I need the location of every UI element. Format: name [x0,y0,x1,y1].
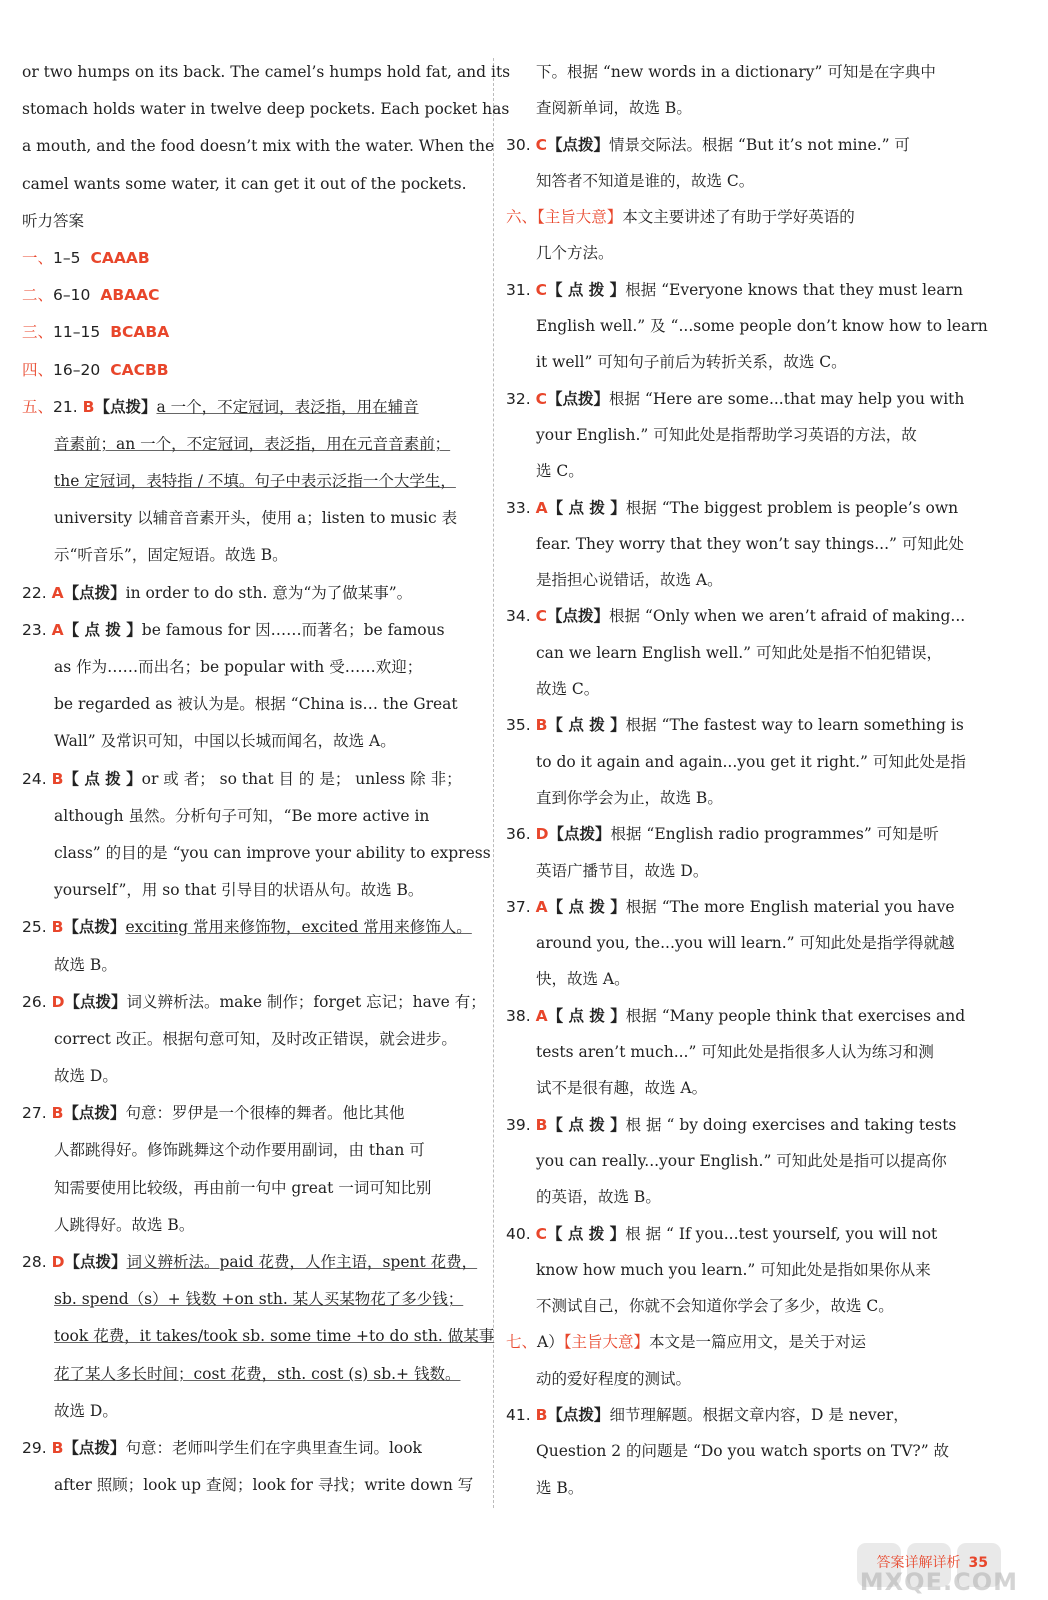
question-number: 25. [22,918,47,937]
question-number: 34. [506,607,531,626]
explanation-line: 查阅新单词，故选 B。 [536,99,692,118]
explanation-line: you can really...your English.” 可知此处是指可以提高你 [536,1151,947,1170]
explanation-text: 情景交际法。根据 “But it’s not mine.” 可 [609,135,910,154]
section-number: 一、 [22,248,54,267]
explanation-line: 故选 D。 [54,1067,118,1086]
explanation-text: 根 据 “ by doing exercises and taking tests [625,1115,957,1134]
hint-tag: 【 点 拨 】 [546,1224,626,1243]
explanation-line: 下。根据 “new words in a dictionary” 可知是在字典中 [536,63,936,81]
explanation-line: 人都跳得好。修饰跳舞这个动作要用副词，由 than 可 [54,1141,425,1160]
explanation-line: 是指担心说错话，故选 A。 [536,571,723,590]
left-column [22,54,511,1504]
section-number: 四、 [22,360,54,379]
section-6-heading [506,199,962,235]
hint-tag: 【点拨】 [547,1405,610,1424]
question-39 [506,1107,962,1143]
main-idea-line: 动的爱好程度的测试。 [536,1369,692,1388]
answer-letter: B [535,716,548,735]
question-number: 24. [22,769,47,788]
answer-letter: C [535,135,547,154]
hint-tag: 【点拨】 [548,825,611,844]
range: 6–10 [53,286,91,305]
answer-letter: A [535,1006,548,1025]
answer-letter: A [535,498,548,517]
explanation-line: 英语广播节目，故选 D。 [536,861,709,880]
explanation-text: 根据 “Many people think that exercises and [625,1006,966,1025]
main-idea-tag: 【主旨大意】 [563,1333,649,1352]
explanation-line: 试不是很有趣，故选 A。 [536,1079,708,1098]
column-divider [493,58,494,1508]
listening-heading: 听力答案 [22,211,85,230]
footer-label: 答案详解详析 [876,1555,961,1571]
hint-tag: 【点拨】 [64,992,127,1011]
question-number: 26. [22,992,47,1011]
question-number: 32. [506,389,531,408]
explanation-text: 词义辨析法。paid 花费，人作主语，spent 花费， [126,1253,478,1271]
explanation-text: or 或 者； so that 目 的 是； unless 除 非； [141,769,462,788]
answer-letter: B [51,1104,64,1123]
answer-key: BCABA [110,323,170,342]
explanation-line: can we learn English well.” 可知此处是指不怕犯错误， [536,643,943,662]
explanation-line: know how much you learn.” 可知此处是指如果你从来 [536,1260,931,1279]
hint-tag: 【 点 拨 】 [547,1115,626,1134]
section-number: 六、 [506,208,538,227]
explanation-text: in order to do sth. 意为“为了做某事”。 [125,583,413,602]
section-number: 七、 [506,1333,538,1352]
passage-line: stomach holds water in twelve deep pockets. Each pocket has [22,100,510,119]
main-idea-tag: 【主旨大意】 [537,208,623,227]
answer-letter: C [535,607,547,626]
explanation-text: a 一个，不定冠词，表泛指，用在辅音 [156,397,419,416]
explanation-line: 直到你学会为止，故选 B。 [536,788,723,807]
answer-letter: D [51,1253,65,1271]
explanation-line: around you, the...you will learn.” 可知此处是指学得就越 [536,934,955,953]
section-number: 五、 [22,397,54,416]
main-idea-line: 几个方法。 [536,244,614,263]
section-7-heading [506,1324,962,1360]
hint-tag: 【点拨】 [63,1438,126,1457]
answer-letter: B [535,1405,548,1424]
explanation-line: took 花费，it takes/took sb. some time +to do sth. 做某事 [54,1327,495,1346]
hint-tag: 【 点 拨 】 [547,498,626,517]
hint-tag: 【点拨】 [63,583,126,602]
question-32 [506,381,965,417]
hint-tag: 【点拨】 [546,135,609,154]
listening-answer-row [22,240,484,277]
question-27 [22,1095,484,1132]
question-number: 21. [53,397,78,416]
right-column [506,54,988,1506]
answer-letter: A [51,620,64,639]
question-25 [22,909,484,946]
explanation-line: 音素前；an 一个，不定冠词，表泛指，用在元音音素前； [54,434,451,453]
hint-tag: 【 点 拨 】 [63,769,142,788]
explanation-line: 的英语，故选 B。 [536,1188,661,1207]
hint-tag: 【点拨】 [94,397,157,416]
answer-key: ABAAC [100,286,160,305]
explanation-line: 故选 D。 [54,1401,118,1420]
range: 11–15 [53,323,101,342]
hint-tag: 【点拨】 [546,607,609,626]
question-number: 28. [22,1253,47,1271]
passage-line: camel wants some water, it can get it out of the pockets. [22,174,467,193]
answer-letter: C [535,280,547,299]
question-33 [506,490,962,526]
explanation-text: 根据 “The biggest problem is people’s own [625,498,959,517]
question-31 [506,272,962,308]
question-number: 39. [506,1115,531,1134]
question-number: 40. [506,1224,531,1243]
answer-key: CAAAB [90,248,150,267]
page-footer [877,1552,988,1572]
question-number: 29. [22,1438,47,1457]
question-number: 30. [506,135,531,154]
question-number: 33. [506,498,531,517]
question-number: 36. [506,825,531,844]
subsection-label: A） [537,1333,564,1352]
question-26 [22,984,484,1021]
hint-tag: 【 点 拨 】 [546,280,626,299]
section-number: 二、 [22,286,54,305]
question-number: 35. [506,716,531,735]
explanation-line: to do it again and again...you get it right.” 可知此处是指 [536,752,966,771]
explanation-line: 快，故选 A。 [536,970,630,989]
explanation-text: 根据 “The more English material you have [625,897,955,916]
explanation-line: after 照顾；look up 查阅；look for 寻找；write down 写 [54,1476,474,1495]
watermark-text: MXQE.COM [859,1568,1018,1596]
question-28 [22,1244,484,1281]
explanation-line: university 以辅音音素开头，使用 a；listen to music 表 [54,509,458,528]
hint-tag: 【 点 拨 】 [547,1006,626,1025]
explanation-text: 根据 “Only when we aren’t afraid of making... [609,607,966,626]
explanation-text: be famous for 因……而著名；be famous [141,620,445,639]
explanation-text: 根据 “Here are some...that may help you with [609,389,965,408]
explanation-line: 故选 B。 [54,955,117,974]
main-idea-text: 本文主要讲述了有助于学好英语的 [622,208,855,227]
explanation-text: 细节理解题。根据文章内容，D 是 never， [609,1405,909,1424]
range: 16–20 [53,360,101,379]
question-number: 41. [506,1405,531,1424]
hint-tag: 【 点 拨 】 [63,620,142,639]
hint-tag: 【 点 拨 】 [547,897,626,916]
explanation-text: 词义辨析法。make 制作；forget 忘记；have 有； [126,992,486,1011]
explanation-text: 根据 “The fastest way to learn something is [625,716,964,735]
question-number: 27. [22,1104,47,1123]
section-number: 三、 [22,323,54,342]
range: 1–5 [53,248,81,267]
question-29 [22,1430,484,1467]
explanation-line: fear. They worry that they won’t say things...” 可知此处 [536,534,964,553]
explanation-line: 知答者不知道是谁的，故选 C。 [536,171,755,190]
hint-tag: 【点拨】 [63,918,126,937]
explanation-line: Wall” 及常识可知，中国以长城而闻名，故选 A。 [54,732,396,751]
question-number: 37. [506,897,531,916]
explanation-line: 花了某人多长时间；cost 花费，sth. cost (s) sb.+ 钱数。 [54,1364,461,1383]
passage-line: or two humps on its back. The camel’s humps hold fat, and its [22,63,511,81]
hint-tag: 【 点 拨 】 [547,716,626,735]
question-37 [506,889,962,925]
question-22 [22,575,484,612]
explanation-line: although 虽然。分析句子可知，“Be more active in [54,806,430,825]
question-34 [506,598,966,634]
hint-tag: 【点拨】 [63,1104,126,1123]
answer-letter: B [535,1115,548,1134]
explanation-text: 根据 “Everyone knows that they must learn [625,280,963,299]
question-number: 31. [506,280,531,299]
explanation-line: 示“听音乐”，固定短语。故选 B。 [54,546,288,565]
answer-letter: C [535,1224,547,1243]
explanation-line: yourself”，用 so that 引导目的状语从句。故选 B。 [54,881,424,900]
question-number: 38. [506,1006,531,1025]
question-21 [22,389,484,426]
explanation-line: English well.” 及 “...some people don’t know how to learn [536,317,988,336]
explanation-text: exciting 常用来修饰物，excited 常用来修饰人。 [125,918,472,937]
question-36 [506,816,962,852]
answer-letter: B [82,397,95,416]
explanation-line: 故选 C。 [536,680,600,699]
explanation-line: class” 的目的是 “you can improve your ability to express [54,843,491,862]
question-41 [506,1397,962,1433]
answer-letter: A [535,897,548,916]
explanation-line: as 作为……而出名；be popular with 受……欢迎； [54,658,423,676]
explanation-line: 人跳得好。故选 B。 [54,1215,195,1234]
explanation-line: 知需要使用比较级，再由前一句中 great 一词可知比别 [54,1178,432,1197]
answer-letter: B [51,769,64,788]
answer-letter: A [51,583,64,602]
explanation-line: your English.” 可知此处是指帮助学习英语的方法，故 [536,425,917,444]
explanation-text: 句意：老师叫学生们在字典里查生词。look [125,1438,422,1457]
explanation-line: correct 改正。根据句意可知，及时改正错误，就会进步。 [54,1029,457,1048]
main-idea-text: 本文是一篇应用文，是关于对运 [648,1333,866,1352]
listening-answer-row [22,314,484,351]
explanation-line: the 定冠词，表特指 / 不填。句子中表示泛指一个大学生， [54,472,456,491]
hint-tag: 【点拨】 [546,389,609,408]
explanation-text: 句意：罗伊是一个很棒的舞者。他比其他 [125,1104,405,1123]
explanation-line: tests aren’t much...” 可知此处是指很多人认为练习和测 [536,1043,934,1062]
passage-line: a mouth, and the food doesn’t mix with the water. When the [22,137,495,156]
explanation-line: sb. spend（s）+ 钱数 +on sth. 某人买某物花了多少钱； [54,1290,464,1309]
answer-key: CACBB [110,360,169,379]
explanation-text: 根据 “English radio programmes” 可知是听 [610,825,939,844]
question-24 [22,761,484,798]
explanation-line: 不测试自己，你就不会知道你学会了多少，故选 C。 [536,1297,894,1316]
page-number: 35 [968,1555,988,1571]
explanation-line: it well” 可知句子前后为转折关系，故选 C。 [536,353,847,372]
question-number: 22. [22,583,47,602]
question-23 [22,612,484,649]
explanation-line: Question 2 的问题是 “Do you watch sports on TV?” 故 [536,1442,950,1461]
question-38 [506,998,966,1034]
question-40 [506,1216,962,1252]
hint-tag: 【点拨】 [64,1253,127,1271]
listening-answer-row [22,277,484,314]
explanation-line: 选 C。 [536,462,584,481]
explanation-text: 根 据 “ If you...test yourself, you will not [625,1224,938,1243]
answer-letter: D [535,825,549,844]
explanation-line: 选 B。 [536,1478,584,1497]
question-number: 23. [22,620,47,639]
explanation-line: be regarded as 被认为是。根据 “China is… the Great [54,695,458,714]
question-35 [506,707,962,743]
answer-letter: B [51,918,64,937]
question-30 [506,127,962,163]
listening-answer-row [22,352,484,389]
answer-letter: D [51,992,65,1011]
answer-letter: C [535,389,547,408]
answer-letter: B [51,1438,64,1457]
